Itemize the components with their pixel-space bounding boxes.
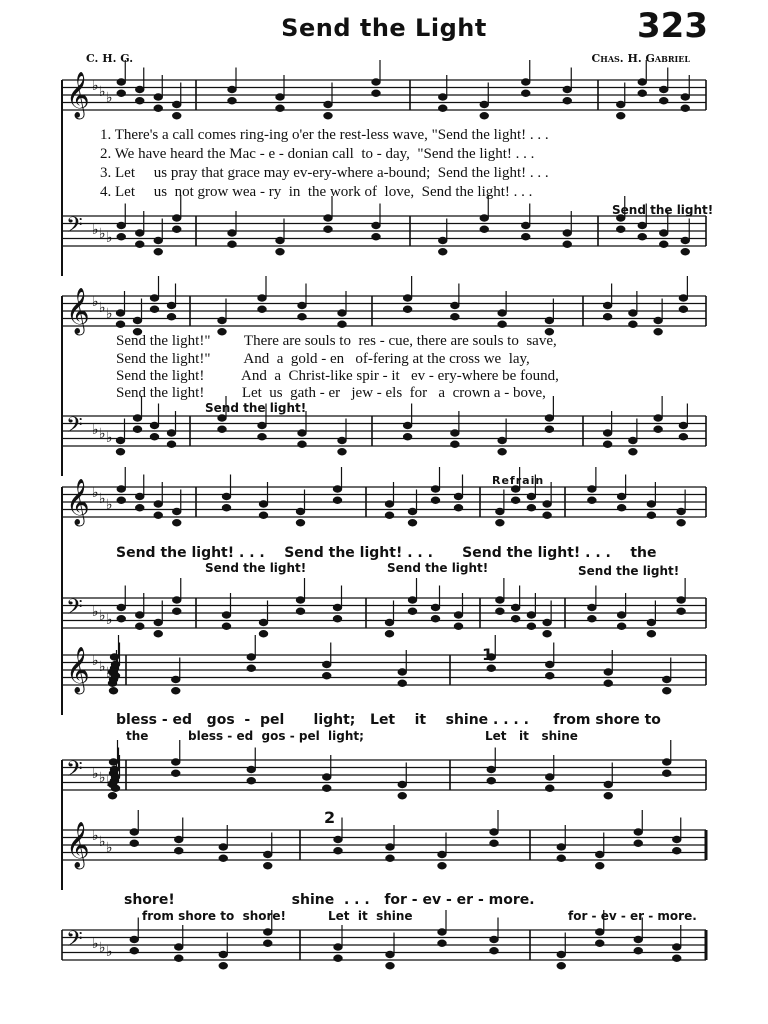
composer-credit: Chas. H. Gabriel bbox=[591, 52, 690, 65]
svg-text:♭: ♭ bbox=[106, 840, 113, 856]
clefs bbox=[66, 72, 113, 960]
svg-text:♭: ♭ bbox=[92, 422, 99, 438]
svg-text:♭: ♭ bbox=[99, 659, 106, 675]
svg-text:♭: ♭ bbox=[99, 491, 106, 507]
alto-lyric-let-it-shine: Let it shine bbox=[328, 909, 413, 923]
svg-text:♭: ♭ bbox=[92, 78, 99, 94]
svg-text:𝄞: 𝄞 bbox=[66, 72, 90, 118]
svg-text:♭: ♭ bbox=[106, 430, 113, 446]
svg-text:♭: ♭ bbox=[92, 936, 99, 952]
hymn-number: 323 bbox=[637, 6, 708, 46]
svg-text:♭: ♭ bbox=[106, 612, 113, 628]
hymn-title: Send the Light bbox=[281, 14, 487, 42]
echo-send-the-light: Send the light! bbox=[387, 561, 489, 575]
svg-text:♭: ♭ bbox=[99, 300, 106, 316]
alto-lyric-blessed-gospel-light: bless - ed gos - pel light; bbox=[188, 729, 364, 743]
svg-text:𝄞: 𝄞 bbox=[66, 479, 90, 525]
second-ending-number: 2 bbox=[324, 808, 336, 827]
verse-3-line-1: 3. Let us pray that grace may ev-ery-where a-bound; Send the light! . . . bbox=[100, 165, 549, 181]
svg-text:𝄢: 𝄢 bbox=[66, 595, 83, 625]
svg-text:𝄞: 𝄞 bbox=[66, 647, 90, 693]
svg-text:𝄢: 𝄢 bbox=[66, 757, 83, 787]
verse-4-line-1: 4. Let us not grow wea - ry in the work of love, Send the light! . . . bbox=[100, 184, 533, 200]
verse-2-line-1: 2. We have heard the Mac - e - donian call to - day, "Send the light! . . . bbox=[100, 146, 535, 162]
svg-text:𝄞: 𝄞 bbox=[66, 822, 90, 868]
svg-text:♭: ♭ bbox=[99, 608, 106, 624]
verse-1-line-2: Send the light!" There are souls to res - cue, there are souls to save, bbox=[116, 333, 557, 349]
svg-text:♭: ♭ bbox=[106, 665, 113, 681]
verse-2-line-2: Send the light!" And a gold - en of-fering at the cross we lay, bbox=[116, 351, 530, 367]
svg-text:♭: ♭ bbox=[99, 834, 106, 850]
first-ending-number: 1 bbox=[482, 645, 494, 664]
svg-text:♭: ♭ bbox=[106, 497, 113, 513]
verse-1-line-1: 1. There's a call comes ring-ing o'er the rest-less wave, "Send the light! . . . bbox=[100, 127, 549, 143]
alto-lyric-the: the bbox=[126, 729, 149, 743]
svg-text:𝄢: 𝄢 bbox=[66, 927, 83, 957]
svg-text:♭: ♭ bbox=[99, 226, 106, 242]
svg-text:𝄢: 𝄢 bbox=[66, 413, 83, 443]
alto-lyric-for-ever-more: for - ev - er - more. bbox=[568, 909, 697, 923]
svg-text:♭: ♭ bbox=[106, 944, 113, 960]
alto-lyric-from-shore-to-shore: from shore to shore! bbox=[142, 909, 287, 923]
refrain-lyrics-line-3: shore! shine . . . for - ev - er - more. bbox=[124, 892, 535, 908]
echo-send-the-light: Send the light! bbox=[205, 561, 307, 575]
svg-text:♭: ♭ bbox=[92, 222, 99, 238]
svg-text:♭: ♭ bbox=[92, 766, 99, 782]
svg-text:♭: ♭ bbox=[92, 294, 99, 310]
svg-text:♭: ♭ bbox=[106, 306, 113, 322]
svg-text:𝄢: 𝄢 bbox=[66, 213, 83, 243]
svg-text:♭: ♭ bbox=[92, 653, 99, 669]
alto-lyric-let-it-shine: Let it shine bbox=[485, 729, 578, 743]
svg-text:♭: ♭ bbox=[99, 426, 106, 442]
svg-text:♭: ♭ bbox=[106, 230, 113, 246]
svg-text:♭: ♭ bbox=[99, 940, 106, 956]
svg-text:𝄞: 𝄞 bbox=[66, 288, 90, 334]
echo-send-the-light: Send the light! bbox=[578, 564, 680, 578]
staff-lines bbox=[62, 80, 706, 960]
refrain-lyrics-line-2: bless - ed gos - pel light; Let it shine . . . . from shore to bbox=[116, 712, 661, 728]
refrain-label: Refrain bbox=[492, 474, 545, 487]
svg-text:♭: ♭ bbox=[92, 604, 99, 620]
svg-text:♭: ♭ bbox=[106, 774, 113, 790]
svg-text:♭: ♭ bbox=[92, 828, 99, 844]
svg-text:♭: ♭ bbox=[106, 90, 113, 106]
lyricist-credit: C. H. G. bbox=[86, 52, 134, 65]
verse-3-line-2: Send the light! And a Christ-like spir - it ev - ery-where be found, bbox=[116, 368, 559, 384]
refrain-lyrics-line-1: Send the light! . . . Send the light! . . . Send the light! . . . the bbox=[116, 545, 657, 561]
svg-text:♭: ♭ bbox=[99, 84, 106, 100]
echo-send-the-light: Send the light! bbox=[612, 203, 714, 217]
svg-text:♭: ♭ bbox=[99, 770, 106, 786]
echo-send-the-light: Send the light! bbox=[205, 401, 307, 415]
svg-text:♭: ♭ bbox=[92, 485, 99, 501]
verse-4-line-2: Send the light! Let us gath - er jew - els for a crown a - bove, bbox=[116, 385, 546, 401]
bar-lines bbox=[62, 80, 706, 960]
